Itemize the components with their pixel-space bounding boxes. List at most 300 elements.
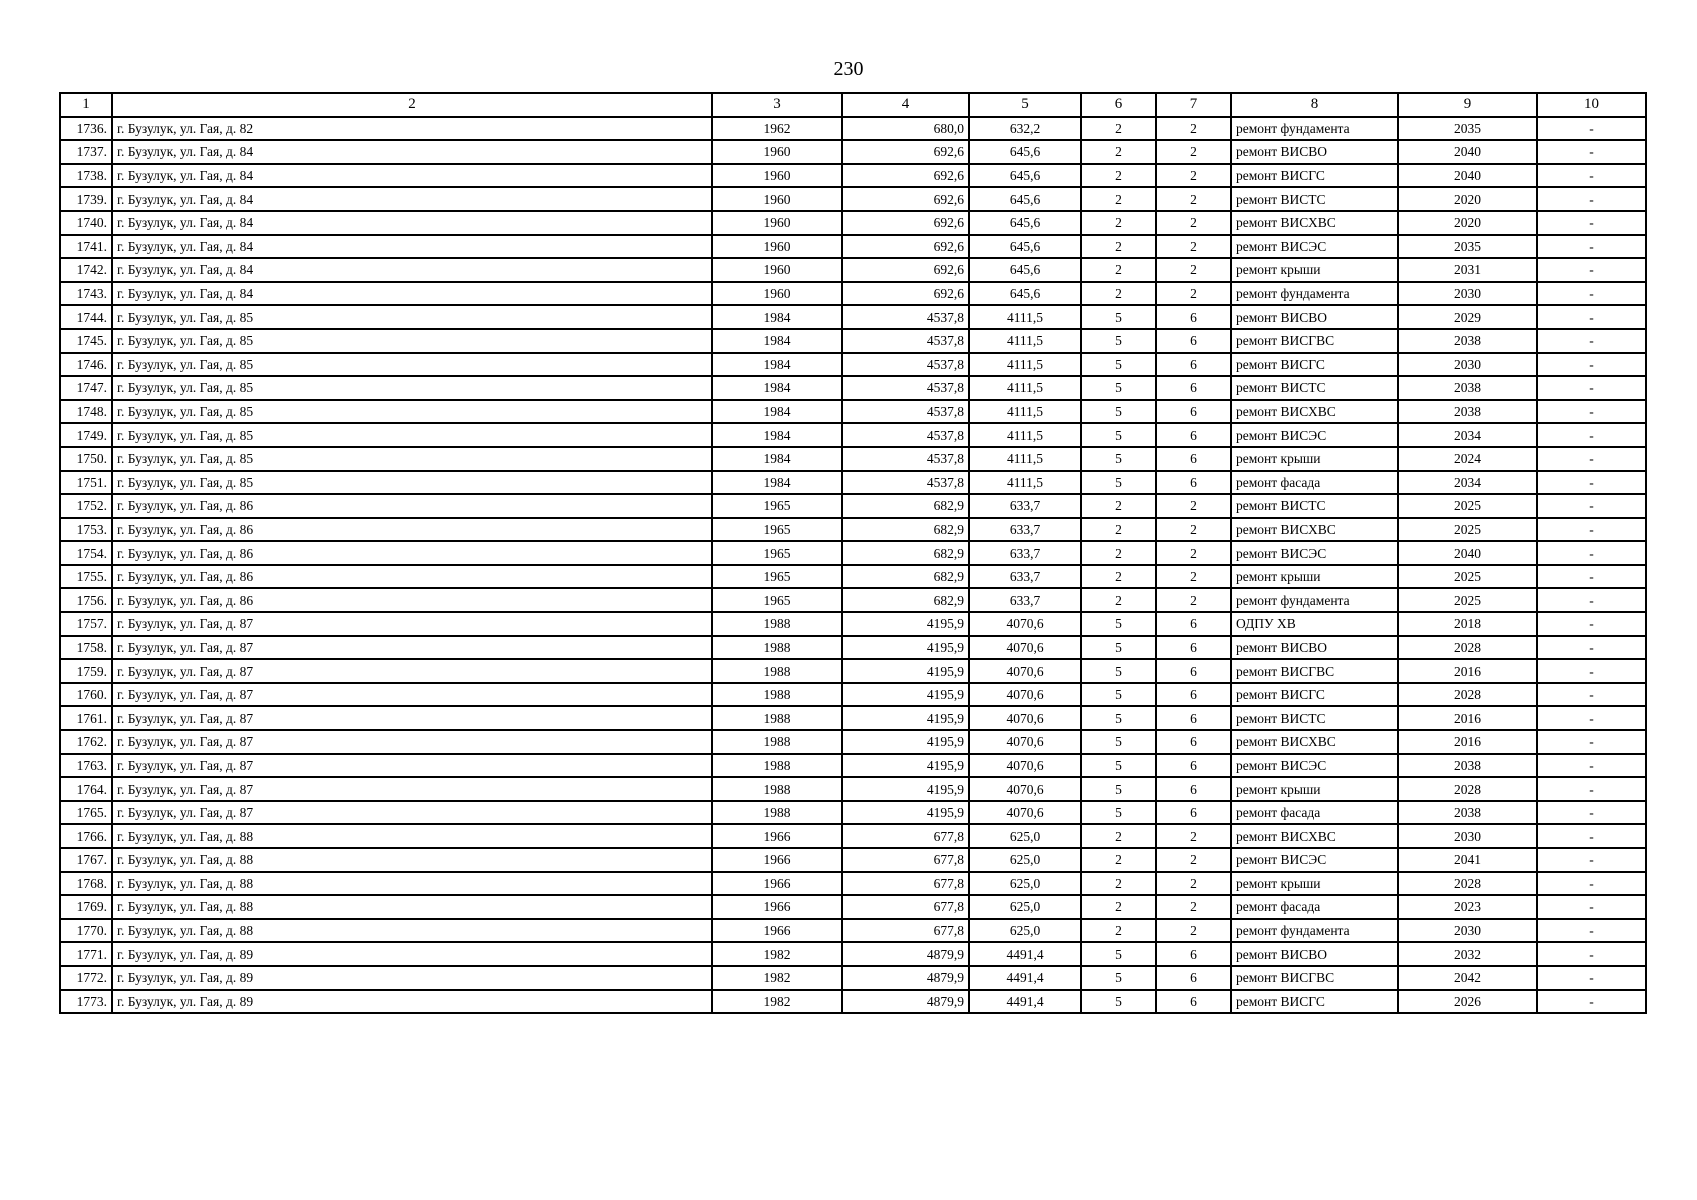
- total-area-cell: 4879,9: [842, 990, 969, 1014]
- planned-year-cell: 2041: [1398, 848, 1537, 872]
- note-cell: -: [1537, 919, 1646, 943]
- floors-cell: 2: [1081, 824, 1156, 848]
- floors-cell: 5: [1081, 612, 1156, 636]
- row-number-cell: 1772.: [60, 966, 112, 990]
- floors-cell: 5: [1081, 636, 1156, 660]
- floors-cell: 2: [1081, 117, 1156, 141]
- table-row: [60, 353, 1646, 377]
- table-row: [60, 329, 1646, 353]
- total-area-cell: 4879,9: [842, 966, 969, 990]
- total-area-cell: 692,6: [842, 258, 969, 282]
- entrances-cell: 6: [1156, 706, 1231, 730]
- living-area-cell: 4491,4: [969, 966, 1081, 990]
- note-cell: -: [1537, 801, 1646, 825]
- year-built-cell: 1960: [712, 164, 842, 188]
- entrances-cell: 2: [1156, 848, 1231, 872]
- planned-year-cell: 2030: [1398, 919, 1537, 943]
- total-area-cell: 4537,8: [842, 471, 969, 495]
- living-area-cell: 4070,6: [969, 730, 1081, 754]
- entrances-cell: 6: [1156, 942, 1231, 966]
- total-area-cell: 692,6: [842, 211, 969, 235]
- floors-cell: 2: [1081, 541, 1156, 565]
- note-cell: -: [1537, 588, 1646, 612]
- row-number-cell: 1757.: [60, 612, 112, 636]
- entrances-cell: 6: [1156, 730, 1231, 754]
- row-number-cell: 1742.: [60, 258, 112, 282]
- row-number-cell: 1755.: [60, 565, 112, 589]
- row-number-cell: 1744.: [60, 305, 112, 329]
- address-cell: г. Бузулук, ул. Гая, д. 88: [112, 824, 712, 848]
- address-cell: г. Бузулук, ул. Гая, д. 85: [112, 353, 712, 377]
- address-cell: г. Бузулук, ул. Гая, д. 87: [112, 683, 712, 707]
- living-area-cell: 633,7: [969, 565, 1081, 589]
- table-row: [60, 258, 1646, 282]
- address-cell: г. Бузулук, ул. Гая, д. 87: [112, 706, 712, 730]
- floors-cell: 2: [1081, 872, 1156, 896]
- living-area-cell: 4070,6: [969, 612, 1081, 636]
- total-area-cell: 692,6: [842, 140, 969, 164]
- table-row: [60, 990, 1646, 1014]
- planned-year-cell: 2038: [1398, 754, 1537, 778]
- work-type-cell: ремонт ВИСГС: [1231, 164, 1398, 188]
- floors-cell: 5: [1081, 471, 1156, 495]
- work-type-cell: ремонт фундамента: [1231, 588, 1398, 612]
- row-number-cell: 1767.: [60, 848, 112, 872]
- living-area-cell: 625,0: [969, 919, 1081, 943]
- entrances-cell: 2: [1156, 235, 1231, 259]
- year-built-cell: 1966: [712, 872, 842, 896]
- column-header: 2: [112, 93, 712, 117]
- planned-year-cell: 2025: [1398, 565, 1537, 589]
- year-built-cell: 1988: [712, 612, 842, 636]
- floors-cell: 2: [1081, 258, 1156, 282]
- floors-cell: 5: [1081, 706, 1156, 730]
- living-area-cell: 4111,5: [969, 376, 1081, 400]
- row-number-cell: 1753.: [60, 518, 112, 542]
- address-cell: г. Бузулук, ул. Гая, д. 86: [112, 565, 712, 589]
- planned-year-cell: 2030: [1398, 353, 1537, 377]
- planned-year-cell: 2030: [1398, 824, 1537, 848]
- note-cell: -: [1537, 305, 1646, 329]
- row-number-cell: 1741.: [60, 235, 112, 259]
- table-row: [60, 848, 1646, 872]
- planned-year-cell: 2028: [1398, 777, 1537, 801]
- table-row: [60, 872, 1646, 896]
- entrances-cell: 6: [1156, 990, 1231, 1014]
- entrances-cell: 2: [1156, 140, 1231, 164]
- floors-cell: 2: [1081, 187, 1156, 211]
- work-type-cell: ремонт ВИСГС: [1231, 990, 1398, 1014]
- table-row: [60, 117, 1646, 141]
- total-area-cell: 4195,9: [842, 801, 969, 825]
- note-cell: -: [1537, 164, 1646, 188]
- repair-schedule-table: [59, 92, 1647, 1014]
- note-cell: -: [1537, 447, 1646, 471]
- note-cell: -: [1537, 187, 1646, 211]
- year-built-cell: 1988: [712, 683, 842, 707]
- total-area-cell: 4537,8: [842, 423, 969, 447]
- work-type-cell: ремонт крыши: [1231, 258, 1398, 282]
- row-number-cell: 1749.: [60, 423, 112, 447]
- address-cell: г. Бузулук, ул. Гая, д. 82: [112, 117, 712, 141]
- entrances-cell: 6: [1156, 801, 1231, 825]
- entrances-cell: 6: [1156, 612, 1231, 636]
- total-area-cell: 677,8: [842, 848, 969, 872]
- note-cell: -: [1537, 848, 1646, 872]
- table-row: [60, 706, 1646, 730]
- planned-year-cell: 2020: [1398, 211, 1537, 235]
- work-type-cell: ремонт ВИСГВС: [1231, 329, 1398, 353]
- floors-cell: 5: [1081, 447, 1156, 471]
- year-built-cell: 1984: [712, 329, 842, 353]
- year-built-cell: 1988: [712, 636, 842, 660]
- note-cell: -: [1537, 471, 1646, 495]
- living-area-cell: 645,6: [969, 282, 1081, 306]
- year-built-cell: 1988: [712, 801, 842, 825]
- total-area-cell: 4195,9: [842, 754, 969, 778]
- row-number-cell: 1761.: [60, 706, 112, 730]
- work-type-cell: ремонт ВИСТС: [1231, 376, 1398, 400]
- year-built-cell: 1966: [712, 895, 842, 919]
- table-row: [60, 447, 1646, 471]
- year-built-cell: 1966: [712, 824, 842, 848]
- living-area-cell: 4070,6: [969, 777, 1081, 801]
- total-area-cell: 677,8: [842, 919, 969, 943]
- total-area-cell: 692,6: [842, 187, 969, 211]
- work-type-cell: ремонт ВИСЭС: [1231, 423, 1398, 447]
- year-built-cell: 1982: [712, 990, 842, 1014]
- work-type-cell: ремонт ВИСГВС: [1231, 659, 1398, 683]
- address-cell: г. Бузулук, ул. Гая, д. 86: [112, 518, 712, 542]
- table-row: [60, 754, 1646, 778]
- work-type-cell: ремонт фасада: [1231, 471, 1398, 495]
- year-built-cell: 1966: [712, 919, 842, 943]
- address-cell: г. Бузулук, ул. Гая, д. 86: [112, 588, 712, 612]
- entrances-cell: 2: [1156, 895, 1231, 919]
- planned-year-cell: 2028: [1398, 683, 1537, 707]
- address-cell: г. Бузулук, ул. Гая, д. 87: [112, 636, 712, 660]
- address-cell: г. Бузулук, ул. Гая, д. 88: [112, 872, 712, 896]
- living-area-cell: 4070,6: [969, 659, 1081, 683]
- floors-cell: 2: [1081, 565, 1156, 589]
- column-header: 5: [969, 93, 1081, 117]
- row-number-cell: 1745.: [60, 329, 112, 353]
- row-number-cell: 1770.: [60, 919, 112, 943]
- row-number-cell: 1762.: [60, 730, 112, 754]
- address-cell: г. Бузулук, ул. Гая, д. 84: [112, 235, 712, 259]
- year-built-cell: 1984: [712, 400, 842, 424]
- row-number-cell: 1765.: [60, 801, 112, 825]
- year-built-cell: 1960: [712, 235, 842, 259]
- floors-cell: 5: [1081, 353, 1156, 377]
- living-area-cell: 625,0: [969, 895, 1081, 919]
- year-built-cell: 1965: [712, 541, 842, 565]
- row-number-cell: 1769.: [60, 895, 112, 919]
- living-area-cell: 4070,6: [969, 754, 1081, 778]
- entrances-cell: 6: [1156, 305, 1231, 329]
- note-cell: -: [1537, 706, 1646, 730]
- floors-cell: 5: [1081, 683, 1156, 707]
- entrances-cell: 6: [1156, 966, 1231, 990]
- note-cell: -: [1537, 612, 1646, 636]
- total-area-cell: 677,8: [842, 824, 969, 848]
- table-row: [60, 942, 1646, 966]
- living-area-cell: 4111,5: [969, 400, 1081, 424]
- planned-year-cell: 2018: [1398, 612, 1537, 636]
- table-row: [60, 730, 1646, 754]
- total-area-cell: 4195,9: [842, 706, 969, 730]
- note-cell: -: [1537, 282, 1646, 306]
- year-built-cell: 1982: [712, 966, 842, 990]
- address-cell: г. Бузулук, ул. Гая, д. 87: [112, 612, 712, 636]
- address-cell: г. Бузулук, ул. Гая, д. 85: [112, 400, 712, 424]
- address-cell: г. Бузулук, ул. Гая, д. 89: [112, 942, 712, 966]
- floors-cell: 5: [1081, 730, 1156, 754]
- living-area-cell: 645,6: [969, 164, 1081, 188]
- table-row: [60, 423, 1646, 447]
- floors-cell: 2: [1081, 140, 1156, 164]
- note-cell: -: [1537, 565, 1646, 589]
- planned-year-cell: 2024: [1398, 447, 1537, 471]
- floors-cell: 5: [1081, 801, 1156, 825]
- year-built-cell: 1988: [712, 706, 842, 730]
- living-area-cell: 645,6: [969, 187, 1081, 211]
- address-cell: г. Бузулук, ул. Гая, д. 84: [112, 140, 712, 164]
- total-area-cell: 4537,8: [842, 447, 969, 471]
- living-area-cell: 4491,4: [969, 990, 1081, 1014]
- work-type-cell: ремонт ВИСТС: [1231, 706, 1398, 730]
- table-row: [60, 801, 1646, 825]
- planned-year-cell: 2028: [1398, 636, 1537, 660]
- row-number-cell: 1743.: [60, 282, 112, 306]
- note-cell: -: [1537, 990, 1646, 1014]
- floors-cell: 5: [1081, 942, 1156, 966]
- work-type-cell: ремонт ВИСХВС: [1231, 518, 1398, 542]
- row-number-cell: 1756.: [60, 588, 112, 612]
- table-row: [60, 164, 1646, 188]
- address-cell: г. Бузулук, ул. Гая, д. 87: [112, 659, 712, 683]
- work-type-cell: ремонт ВИСЭС: [1231, 754, 1398, 778]
- note-cell: -: [1537, 754, 1646, 778]
- table-body: [60, 117, 1646, 1014]
- table-row: [60, 494, 1646, 518]
- note-cell: -: [1537, 400, 1646, 424]
- floors-cell: 5: [1081, 376, 1156, 400]
- address-cell: г. Бузулук, ул. Гая, д. 86: [112, 541, 712, 565]
- note-cell: -: [1537, 258, 1646, 282]
- table-row: [60, 305, 1646, 329]
- planned-year-cell: 2020: [1398, 187, 1537, 211]
- planned-year-cell: 2038: [1398, 329, 1537, 353]
- work-type-cell: ремонт ВИСХВС: [1231, 824, 1398, 848]
- table-row: [60, 140, 1646, 164]
- note-cell: -: [1537, 541, 1646, 565]
- row-number-cell: 1740.: [60, 211, 112, 235]
- work-type-cell: ремонт ВИСХВС: [1231, 211, 1398, 235]
- entrances-cell: 6: [1156, 471, 1231, 495]
- row-number-cell: 1737.: [60, 140, 112, 164]
- address-cell: г. Бузулук, ул. Гая, д. 84: [112, 211, 712, 235]
- year-built-cell: 1965: [712, 494, 842, 518]
- entrances-cell: 2: [1156, 494, 1231, 518]
- row-number-cell: 1752.: [60, 494, 112, 518]
- living-area-cell: 633,7: [969, 541, 1081, 565]
- address-cell: г. Бузулук, ул. Гая, д. 85: [112, 305, 712, 329]
- page-number: 230: [833, 58, 864, 80]
- year-built-cell: 1965: [712, 588, 842, 612]
- table-row: [60, 211, 1646, 235]
- planned-year-cell: 2035: [1398, 235, 1537, 259]
- address-cell: г. Бузулук, ул. Гая, д. 84: [112, 187, 712, 211]
- year-built-cell: 1962: [712, 117, 842, 141]
- note-cell: -: [1537, 423, 1646, 447]
- floors-cell: 2: [1081, 848, 1156, 872]
- floors-cell: 2: [1081, 235, 1156, 259]
- living-area-cell: 645,6: [969, 211, 1081, 235]
- living-area-cell: 625,0: [969, 848, 1081, 872]
- note-cell: -: [1537, 518, 1646, 542]
- row-number-cell: 1748.: [60, 400, 112, 424]
- total-area-cell: 4537,8: [842, 353, 969, 377]
- living-area-cell: 4111,5: [969, 471, 1081, 495]
- column-header: 7: [1156, 93, 1231, 117]
- column-header: 1: [60, 93, 112, 117]
- row-number-cell: 1773.: [60, 990, 112, 1014]
- floors-cell: 2: [1081, 895, 1156, 919]
- entrances-cell: 6: [1156, 353, 1231, 377]
- column-number-header-row: [60, 93, 1646, 117]
- living-area-cell: 625,0: [969, 824, 1081, 848]
- floors-cell: 2: [1081, 164, 1156, 188]
- table-row: [60, 588, 1646, 612]
- floors-cell: 5: [1081, 329, 1156, 353]
- total-area-cell: 4195,9: [842, 636, 969, 660]
- year-built-cell: 1960: [712, 140, 842, 164]
- total-area-cell: 677,8: [842, 895, 969, 919]
- total-area-cell: 4195,9: [842, 612, 969, 636]
- table-row: [60, 282, 1646, 306]
- entrances-cell: 2: [1156, 518, 1231, 542]
- work-type-cell: ремонт ВИСГВС: [1231, 966, 1398, 990]
- note-cell: -: [1537, 966, 1646, 990]
- table-row: [60, 565, 1646, 589]
- work-type-cell: ОДПУ ХВ: [1231, 612, 1398, 636]
- column-header: 4: [842, 93, 969, 117]
- living-area-cell: 4070,6: [969, 801, 1081, 825]
- total-area-cell: 682,9: [842, 541, 969, 565]
- address-cell: г. Бузулук, ул. Гая, д. 84: [112, 282, 712, 306]
- entrances-cell: 2: [1156, 588, 1231, 612]
- work-type-cell: ремонт ВИСГС: [1231, 353, 1398, 377]
- address-cell: г. Бузулук, ул. Гая, д. 88: [112, 895, 712, 919]
- row-number-cell: 1768.: [60, 872, 112, 896]
- living-area-cell: 4111,5: [969, 423, 1081, 447]
- total-area-cell: 4195,9: [842, 777, 969, 801]
- planned-year-cell: 2038: [1398, 400, 1537, 424]
- row-number-cell: 1764.: [60, 777, 112, 801]
- table-row: [60, 966, 1646, 990]
- address-cell: г. Бузулук, ул. Гая, д. 87: [112, 777, 712, 801]
- living-area-cell: 4111,5: [969, 329, 1081, 353]
- row-number-cell: 1739.: [60, 187, 112, 211]
- living-area-cell: 4070,6: [969, 706, 1081, 730]
- work-type-cell: ремонт ВИСЭС: [1231, 235, 1398, 259]
- note-cell: -: [1537, 329, 1646, 353]
- year-built-cell: 1984: [712, 305, 842, 329]
- floors-cell: 2: [1081, 518, 1156, 542]
- entrances-cell: 2: [1156, 258, 1231, 282]
- note-cell: -: [1537, 376, 1646, 400]
- total-area-cell: 4195,9: [842, 683, 969, 707]
- note-cell: -: [1537, 942, 1646, 966]
- total-area-cell: 4537,8: [842, 329, 969, 353]
- year-built-cell: 1960: [712, 187, 842, 211]
- planned-year-cell: 2025: [1398, 588, 1537, 612]
- work-type-cell: ремонт ВИСХВС: [1231, 400, 1398, 424]
- entrances-cell: 2: [1156, 919, 1231, 943]
- note-cell: -: [1537, 140, 1646, 164]
- table-row: [60, 659, 1646, 683]
- column-header: 9: [1398, 93, 1537, 117]
- year-built-cell: 1984: [712, 471, 842, 495]
- table-row: [60, 235, 1646, 259]
- total-area-cell: 4537,8: [842, 400, 969, 424]
- year-built-cell: 1984: [712, 447, 842, 471]
- row-number-cell: 1760.: [60, 683, 112, 707]
- planned-year-cell: 2034: [1398, 471, 1537, 495]
- note-cell: -: [1537, 494, 1646, 518]
- year-built-cell: 1984: [712, 376, 842, 400]
- row-number-cell: 1736.: [60, 117, 112, 141]
- row-number-cell: 1750.: [60, 447, 112, 471]
- column-header: 10: [1537, 93, 1646, 117]
- address-cell: г. Бузулук, ул. Гая, д. 89: [112, 990, 712, 1014]
- column-header: 8: [1231, 93, 1398, 117]
- entrances-cell: 2: [1156, 541, 1231, 565]
- note-cell: -: [1537, 117, 1646, 141]
- year-built-cell: 1965: [712, 565, 842, 589]
- living-area-cell: 4111,5: [969, 305, 1081, 329]
- work-type-cell: ремонт крыши: [1231, 777, 1398, 801]
- planned-year-cell: 2040: [1398, 541, 1537, 565]
- row-number-cell: 1747.: [60, 376, 112, 400]
- row-number-cell: 1751.: [60, 471, 112, 495]
- note-cell: -: [1537, 683, 1646, 707]
- total-area-cell: 4195,9: [842, 730, 969, 754]
- work-type-cell: ремонт фасада: [1231, 895, 1398, 919]
- floors-cell: 2: [1081, 919, 1156, 943]
- planned-year-cell: 2030: [1398, 282, 1537, 306]
- work-type-cell: ремонт ВИСВО: [1231, 305, 1398, 329]
- note-cell: -: [1537, 872, 1646, 896]
- living-area-cell: 4491,4: [969, 942, 1081, 966]
- table-row: [60, 187, 1646, 211]
- work-type-cell: ремонт ВИСВО: [1231, 636, 1398, 660]
- planned-year-cell: 2038: [1398, 376, 1537, 400]
- table-row: [60, 471, 1646, 495]
- row-number-cell: 1758.: [60, 636, 112, 660]
- year-built-cell: 1960: [712, 258, 842, 282]
- floors-cell: 2: [1081, 282, 1156, 306]
- table-row: [60, 636, 1646, 660]
- address-cell: г. Бузулук, ул. Гая, д. 88: [112, 848, 712, 872]
- floors-cell: 5: [1081, 754, 1156, 778]
- address-cell: г. Бузулук, ул. Гая, д. 84: [112, 258, 712, 282]
- floors-cell: 5: [1081, 990, 1156, 1014]
- work-type-cell: ремонт ВИСЭС: [1231, 848, 1398, 872]
- note-cell: -: [1537, 777, 1646, 801]
- entrances-cell: 2: [1156, 282, 1231, 306]
